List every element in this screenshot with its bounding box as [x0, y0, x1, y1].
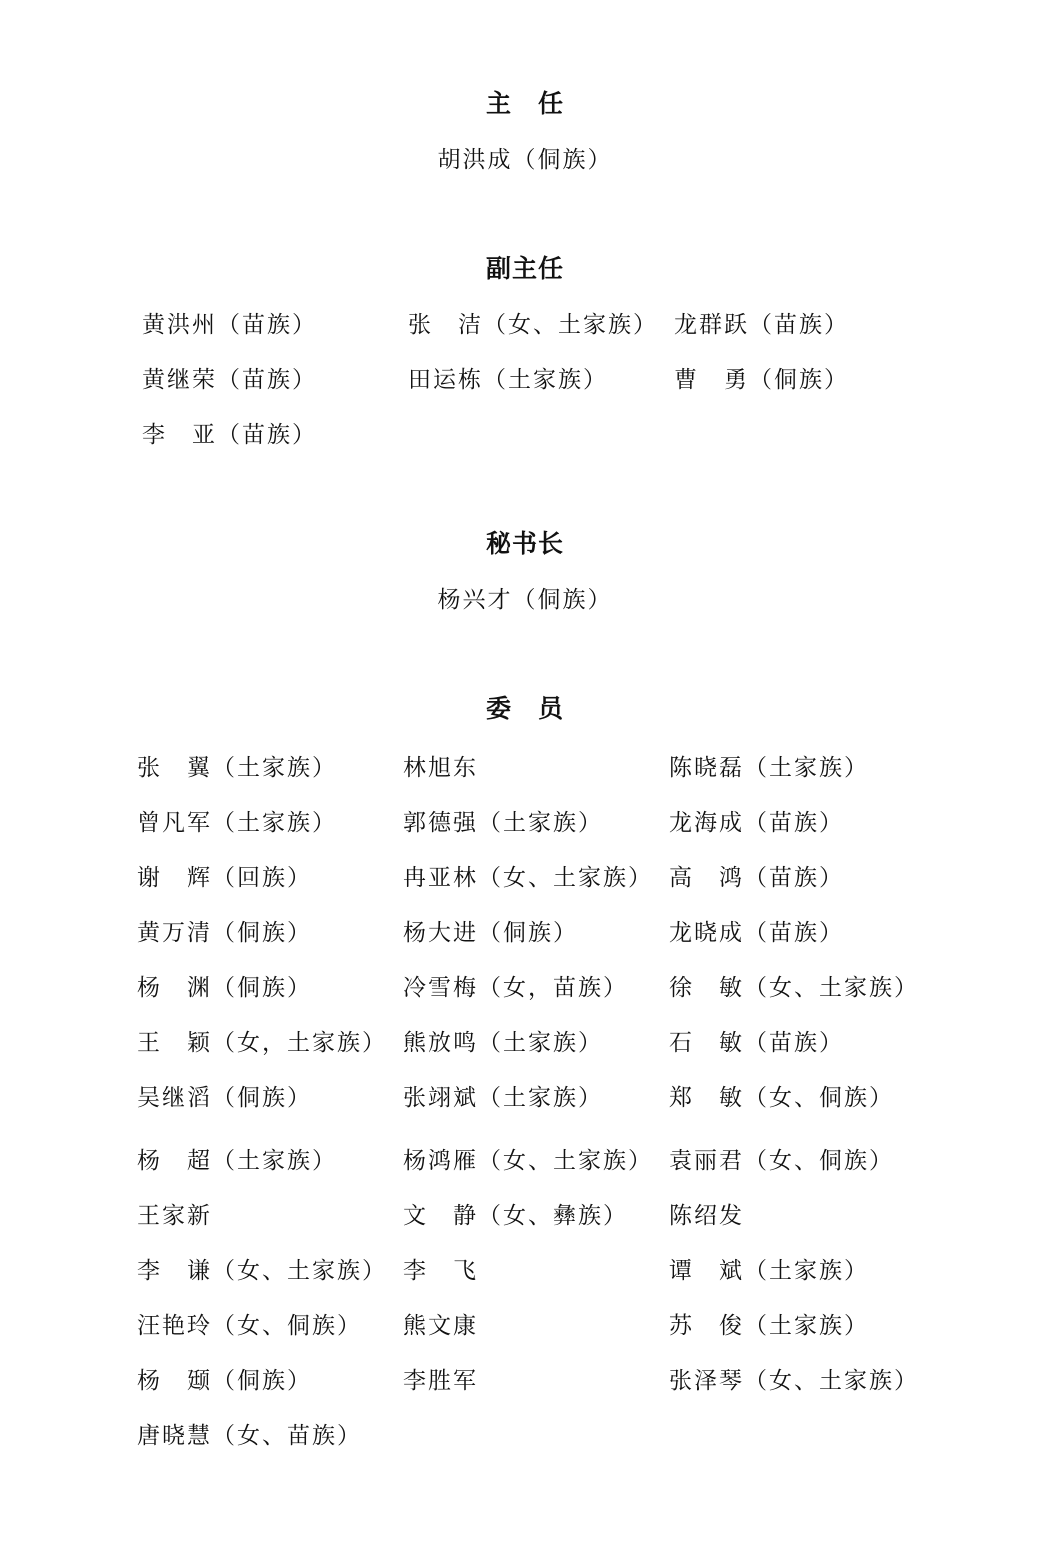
member-name: 龙海成（苗族）	[669, 810, 844, 836]
member-name: 杨大进（侗族）	[403, 920, 578, 946]
member-name: 吴继滔（侗族）	[137, 1085, 312, 1111]
member-name: 苏 俊（土家族）	[669, 1313, 869, 1339]
member-name: 高 鸿（苗族）	[669, 865, 844, 891]
member-name: 龙晓成（苗族）	[669, 920, 844, 946]
member-name: 郭德强（土家族）	[403, 810, 603, 836]
deputy-directors-heading: 副主任	[485, 254, 564, 283]
member-name: 陈绍发	[669, 1203, 744, 1229]
member-name: 谢 辉（回族）	[137, 865, 312, 891]
deputy-director-name: 黄继荣（苗族）	[142, 367, 317, 393]
member-name: 杨 超（土家族）	[137, 1148, 337, 1174]
deputy-director-name: 李 亚（苗族）	[142, 422, 317, 448]
member-name: 杨 渊（侗族）	[137, 975, 312, 1001]
member-name: 袁丽君（女、侗族）	[669, 1148, 894, 1174]
member-name: 石 敏（苗族）	[669, 1030, 844, 1056]
member-name: 陈晓磊（土家族）	[669, 755, 869, 781]
member-name: 杨 颋（侗族）	[137, 1368, 312, 1394]
member-name: 唐晓慧（女、苗族）	[137, 1423, 362, 1449]
deputy-director-name: 龙群跃（苗族）	[674, 312, 849, 338]
director-heading: 主 任	[485, 89, 564, 118]
member-name: 林旭东	[403, 755, 478, 781]
deputy-director-name: 田运栋（土家族）	[408, 367, 608, 393]
secretary-general-heading: 秘书长	[485, 529, 564, 558]
member-name: 张泽琴（女、土家族）	[669, 1368, 919, 1394]
member-name: 熊文康	[403, 1313, 478, 1339]
member-name: 曾凡军（土家族）	[137, 810, 337, 836]
members-heading: 委 员	[485, 694, 564, 723]
member-name: 郑 敏（女、侗族）	[669, 1085, 894, 1111]
member-name: 徐 敏（女、土家族）	[669, 975, 919, 1001]
member-name: 王 颖（女，土家族）	[137, 1030, 387, 1056]
member-name: 张 翼（土家族）	[137, 755, 337, 781]
member-name: 文 静（女、彝族）	[403, 1203, 628, 1229]
deputy-director-name: 黄洪州（苗族）	[142, 312, 317, 338]
member-name: 冷雪梅（女，苗族）	[403, 975, 628, 1001]
secretary-general-name: 杨兴才（侗族）	[437, 587, 613, 613]
member-name: 黄万清（侗族）	[137, 920, 312, 946]
director-name: 胡洪成（侗族）	[437, 147, 613, 173]
member-name: 杨鸿雁（女、土家族）	[403, 1148, 653, 1174]
member-name: 李 谦（女、土家族）	[137, 1258, 387, 1284]
member-name: 汪艳玲（女、侗族）	[137, 1313, 362, 1339]
deputy-director-name: 曹 勇（侗族）	[674, 367, 849, 393]
deputy-director-name: 张 洁（女、土家族）	[408, 312, 658, 338]
member-name: 冉亚林（女、土家族）	[403, 865, 653, 891]
member-name: 李胜军	[403, 1368, 478, 1394]
member-name: 李 飞	[403, 1258, 478, 1284]
member-name: 王家新	[137, 1203, 212, 1229]
member-name: 熊放鸣（土家族）	[403, 1030, 603, 1056]
member-name: 张翊斌（土家族）	[403, 1085, 603, 1111]
member-name: 谭 斌（土家族）	[669, 1258, 869, 1284]
